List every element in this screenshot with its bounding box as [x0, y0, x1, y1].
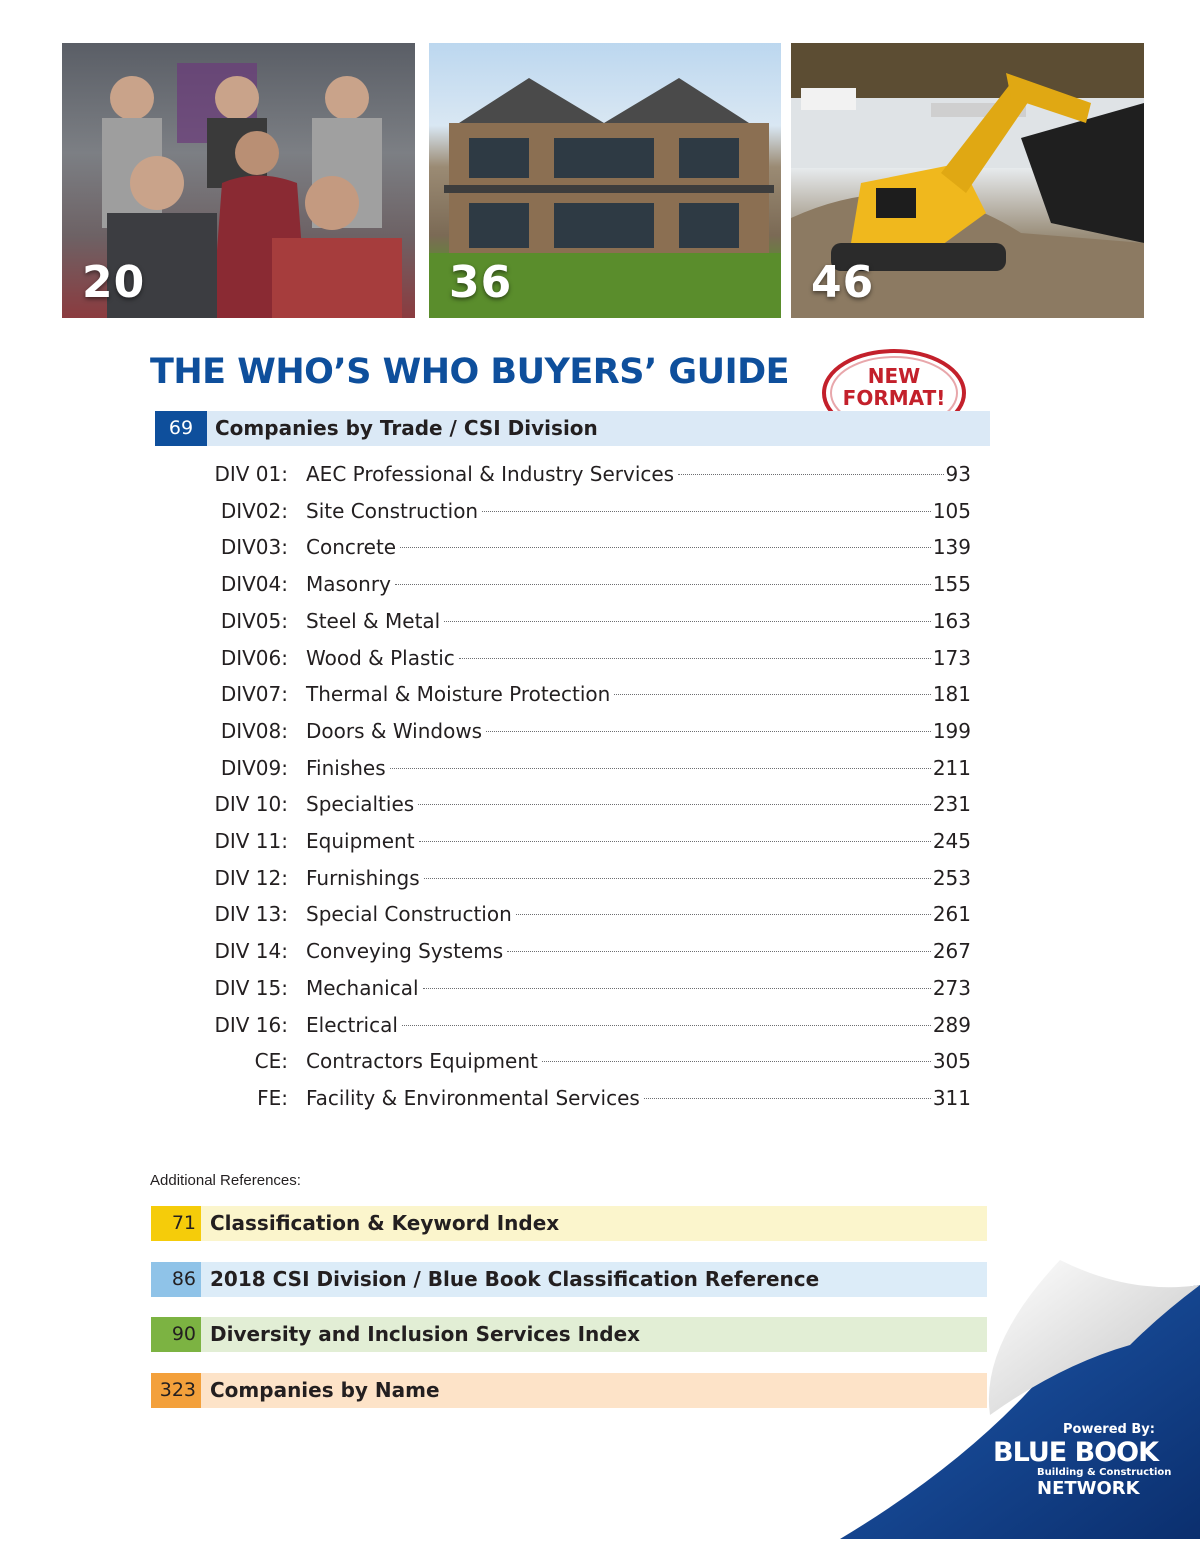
toc-division-code: DIV02:	[220, 499, 288, 523]
toc-leader-dots	[486, 731, 931, 732]
photo-excavator	[791, 43, 1144, 318]
additional-references-label: Additional References:	[150, 1172, 301, 1189]
toc-division-name: Electrical	[306, 1013, 398, 1037]
toc-division-name: Specialties	[306, 792, 415, 816]
photo-building	[429, 43, 781, 318]
toc-division-code: DIV05:	[220, 609, 288, 633]
toc-page-number: 253	[932, 866, 971, 890]
toc-division-name: Thermal & Moisture Protection	[306, 682, 611, 706]
toc-division-code: DIV04:	[220, 572, 288, 596]
toc-leader-dots	[614, 694, 931, 695]
toc-leader-dots	[516, 914, 931, 915]
toc-leader-dots	[444, 621, 931, 622]
toc-row[interactable]	[0, 933, 1200, 969]
photo-team	[62, 43, 415, 318]
toc-division-code: DIV 15:	[214, 976, 288, 1000]
toc-leader-dots	[424, 878, 931, 879]
toc-row[interactable]	[0, 493, 1200, 529]
powered-by-label: Powered By:	[1063, 1422, 1155, 1437]
toc-division-name: Site Construction	[306, 499, 479, 523]
toc-page-number: 173	[932, 646, 971, 670]
toc-row[interactable]	[0, 640, 1200, 676]
toc-row[interactable]	[0, 970, 1200, 1006]
page-curl-icon	[830, 1255, 1200, 1539]
toc-division-code: DIV 12:	[214, 866, 288, 890]
reference-page: 71	[171, 1212, 196, 1234]
toc-leader-dots	[507, 951, 931, 952]
toc-leader-dots	[418, 804, 931, 805]
toc-leader-dots	[542, 1061, 931, 1062]
toc-division-code: DIV 16:	[214, 1013, 288, 1037]
toc-division-code: DIV 14:	[214, 939, 288, 963]
toc-page-number: 311	[932, 1086, 971, 1110]
reference-page: 323	[159, 1379, 196, 1401]
page-title: THE WHO’S WHO BUYERS’ GUIDE	[150, 352, 790, 392]
toc-division-name: AEC Professional & Industry Services	[306, 462, 675, 486]
toc-page-number: 267	[932, 939, 971, 963]
toc-division-name: Furnishings	[306, 866, 420, 890]
toc-row[interactable]	[0, 823, 1200, 859]
toc-leader-dots	[419, 841, 931, 842]
toc-leader-dots	[423, 988, 931, 989]
reference-page: 86	[171, 1268, 196, 1290]
page-number-46: 46	[811, 257, 875, 308]
toc-leader-dots	[390, 768, 931, 769]
toc-leader-dots	[395, 584, 931, 585]
toc-division-name: Equipment	[306, 829, 415, 853]
reference-label: Companies by Name	[210, 1378, 440, 1402]
toc-page-number: 199	[932, 719, 971, 743]
toc-row[interactable]	[0, 1043, 1200, 1079]
reference-label: Diversity and Inclusion Services Index	[210, 1322, 641, 1346]
toc-leader-dots	[678, 474, 943, 475]
toc-division-code: CE:	[254, 1049, 288, 1073]
toc-page-number: 163	[932, 609, 971, 633]
toc-division-code: DIV 13:	[214, 902, 288, 926]
toc-division-code: DIV 11:	[214, 829, 288, 853]
badge-line-2: FORMAT!	[842, 386, 946, 410]
toc-row[interactable]	[0, 676, 1200, 712]
toc-division-name: Steel & Metal	[306, 609, 441, 633]
trade-section-header[interactable]	[155, 411, 990, 446]
reference-label: 2018 CSI Division / Blue Book Classification Reference	[210, 1267, 820, 1291]
toc-leader-dots	[644, 1098, 931, 1099]
toc-row[interactable]	[0, 750, 1200, 786]
toc-division-name: Wood & Plastic	[306, 646, 455, 670]
page-number-20: 20	[82, 257, 146, 308]
toc-division-name: Mechanical	[306, 976, 419, 1000]
blue-book-logo: BLUE BOOK	[993, 1437, 1158, 1468]
toc-page-number: 289	[932, 1013, 971, 1037]
toc-row[interactable]	[0, 1007, 1200, 1043]
toc-leader-dots	[402, 1025, 931, 1026]
toc-division-code: DIV06:	[220, 646, 288, 670]
trade-section-label: Companies by Trade / CSI Division	[215, 416, 598, 440]
toc-division-name: Concrete	[306, 535, 397, 559]
toc-page-number: 231	[932, 792, 971, 816]
toc-division-code: FE:	[257, 1086, 288, 1110]
toc-page-number: 155	[932, 572, 971, 596]
toc-row[interactable]	[0, 713, 1200, 749]
toc-division-name: Masonry	[306, 572, 391, 596]
trade-section-page: 69	[155, 411, 207, 446]
toc-division-name: Doors & Windows	[306, 719, 483, 743]
toc-row[interactable]	[0, 603, 1200, 639]
toc-page-number: 139	[932, 535, 971, 559]
blue-book-network: NETWORK	[1037, 1478, 1140, 1499]
toc-page-number: 181	[932, 682, 971, 706]
toc-leader-dots	[482, 511, 931, 512]
toc-division-code: DIV 01:	[214, 462, 288, 486]
toc-division-name: Special Construction	[306, 902, 512, 926]
badge-line-1: NEW	[867, 364, 921, 388]
toc-division-code: DIV03:	[220, 535, 288, 559]
toc-division-name: Contractors Equipment	[306, 1049, 538, 1073]
toc-page-number: 245	[932, 829, 971, 853]
toc-page-number: 261	[932, 902, 971, 926]
toc-division-code: DIV07:	[220, 682, 288, 706]
toc-division-code: DIV09:	[220, 756, 288, 780]
blue-book-corner	[830, 1255, 1200, 1539]
toc-division-name: Finishes	[306, 756, 386, 780]
toc-row[interactable]	[0, 860, 1200, 896]
toc-division-name: Conveying Systems	[306, 939, 504, 963]
blue-book-subtitle: Building & Construction	[1037, 1467, 1172, 1478]
toc-row[interactable]	[0, 456, 1200, 492]
reference-page: 90	[171, 1323, 196, 1345]
page-number-36: 36	[449, 257, 513, 308]
toc-page-number: 273	[932, 976, 971, 1000]
reference-bar[interactable]	[151, 1206, 987, 1241]
toc-division-code: DIV08:	[220, 719, 288, 743]
toc-leader-dots	[400, 547, 931, 548]
toc-page-number: 305	[932, 1049, 971, 1073]
toc-page-number: 105	[932, 499, 971, 523]
toc-row[interactable]	[0, 1080, 1200, 1116]
toc-row[interactable]	[0, 896, 1200, 932]
toc-page-number: 211	[932, 756, 971, 780]
toc-page-number: 93	[945, 462, 971, 486]
toc-row[interactable]	[0, 529, 1200, 565]
toc-division-name: Facility & Environmental Services	[306, 1086, 640, 1110]
toc-leader-dots	[459, 658, 931, 659]
toc-row[interactable]	[0, 786, 1200, 822]
reference-label: Classification & Keyword Index	[210, 1211, 560, 1235]
toc-row[interactable]	[0, 566, 1200, 602]
toc-division-code: DIV 10:	[214, 792, 288, 816]
